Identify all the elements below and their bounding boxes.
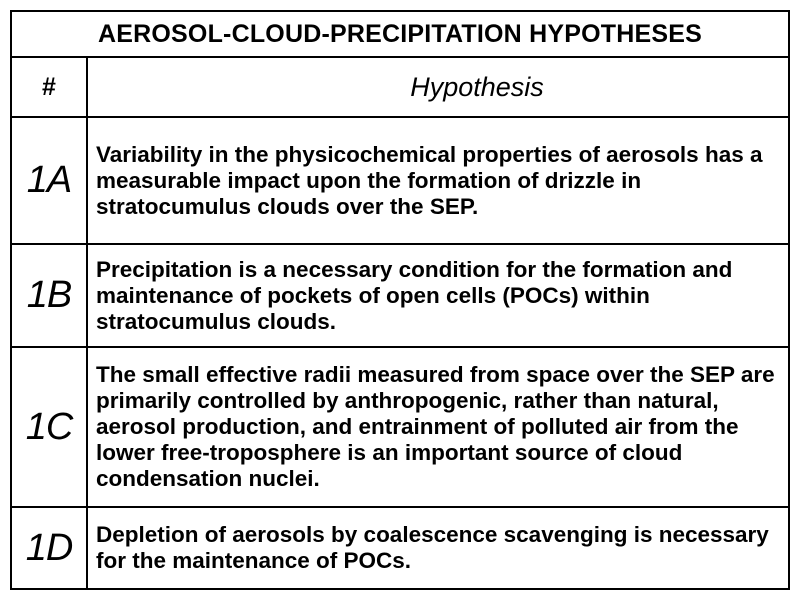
table-row [12,118,788,245]
hypotheses-table [10,10,790,590]
hypothesis-id: 1C [25,405,73,448]
hypothesis-text-cell [88,508,788,588]
hypothesis-id-cell [12,118,88,243]
hypothesis-text: Precipitation is a necessary condition for the formation and maintenance of pockets of open cells (POCs) within stratocumulus clouds. [96,256,733,334]
hypothesis-id-cell [12,245,88,346]
header-number-label: # [42,72,56,101]
header-hypothesis-cell [88,58,788,116]
hypothesis-text: The small effective radii measured from space over the SEP are primarily controlled by anthropogenic, rather than natural, aerosol production, and entrainment of polluted air from the lower free-troposphere is an important source of cloud condensation nuclei. [96,362,775,491]
hypothesis-text: Variability in the physicochemical properties of aerosols has a measurable impact upon the formation of drizzle in stratocumulus clouds over the SEP. [96,141,763,219]
table-row [12,508,788,588]
table-row [12,348,788,508]
header-number-cell [12,58,88,116]
hypothesis-id: 1B [26,274,72,316]
table-header-row [12,58,788,118]
hypothesis-id-cell [12,348,88,506]
hypothesis-text-cell [88,118,788,243]
table-title-row [12,12,788,58]
hypothesis-text: Depletion of aerosols by coalescence scavenging is necessary for the maintenance of POCs. [96,522,769,573]
table-row [12,245,788,348]
hypothesis-id: 1D [25,526,73,569]
hypothesis-text-cell [88,348,788,506]
hypothesis-id: 1A [26,159,72,201]
hypothesis-id-cell [12,508,88,588]
header-hypothesis-label: Hypothesis [410,71,544,102]
hypothesis-text-cell [88,245,788,346]
table-title: AEROSOL-CLOUD-PRECIPITATION HYPOTHESES [98,19,702,48]
